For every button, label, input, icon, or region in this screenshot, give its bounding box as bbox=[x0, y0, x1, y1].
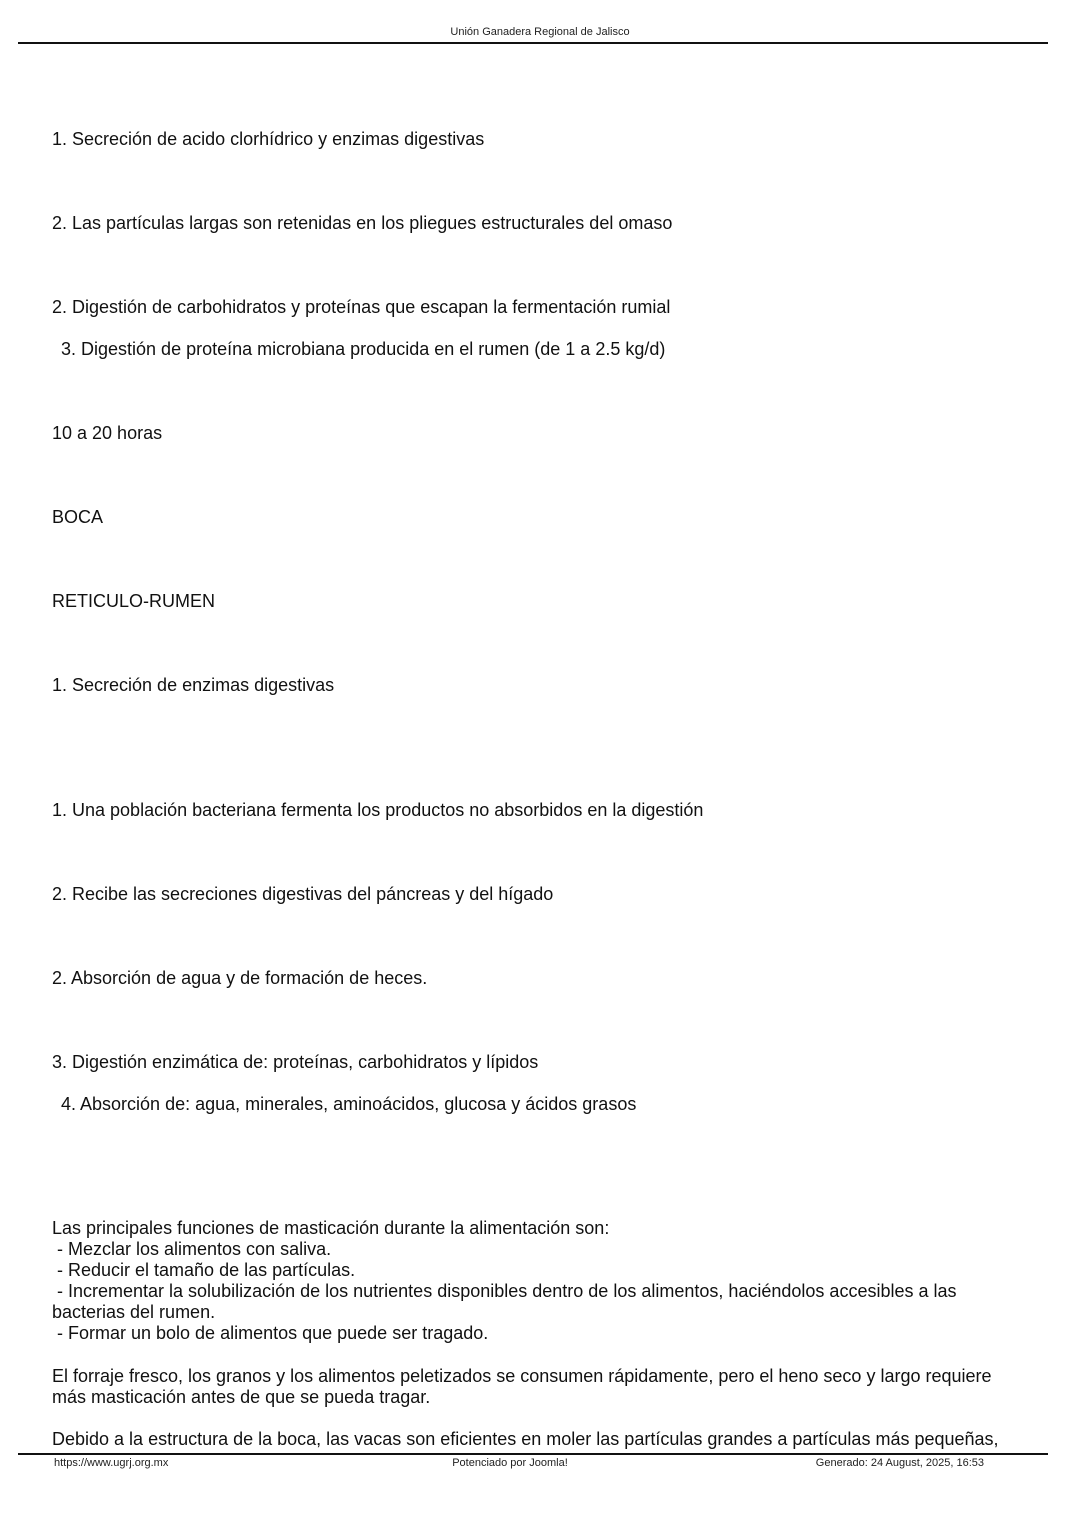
mastication-functions bbox=[52, 1218, 1027, 1344]
list-item: 1. Secreción de enzimas digestivas bbox=[52, 675, 335, 695]
list-item: 1. Secreción de acido clorhídrico y enzimas digestivas bbox=[52, 129, 485, 149]
footer-divider bbox=[18, 1453, 1048, 1455]
list-item: 4. Absorción de: agua, minerales, aminoácidos, glucosa y ácidos grasos bbox=[61, 1094, 637, 1114]
list-item: 2. Las partículas largas son retenidas en los pliegues estructurales del omaso bbox=[52, 213, 673, 233]
bullet-item: - Formar un bolo de alimentos que puede ser tragado. bbox=[52, 1323, 489, 1343]
paragraph-line: El forraje fresco, los granos y los alimentos peletizados se consumen rápidamente, pero el heno seco y largo requiere bbox=[52, 1366, 992, 1386]
footer-generated-date: Generado: 24 August, 2025, 16:53 bbox=[815, 1457, 984, 1469]
bullet-item-continuation: bacterias del rumen. bbox=[52, 1302, 216, 1322]
forage-paragraph bbox=[52, 1366, 1027, 1408]
list-item: 10 a 20 horas bbox=[52, 423, 163, 443]
list-item: BOCA bbox=[52, 507, 104, 527]
footer-url: https://www.ugrj.org.mx bbox=[54, 1457, 169, 1469]
footer-powered-by: Potenciado por Joomla! bbox=[452, 1457, 568, 1469]
page-header-title: Unión Ganadera Regional de Jalisco bbox=[450, 26, 630, 38]
list-item: 2. Digestión de carbohidratos y proteínas que escapan la fermentación rumial bbox=[52, 297, 671, 317]
bullet-item: - Mezclar los alimentos con saliva. bbox=[52, 1239, 332, 1259]
bullet-item: - Reducir el tamaño de las partículas. bbox=[52, 1260, 356, 1280]
intro-text: Las principales funciones de masticación durante la alimentación son: bbox=[52, 1218, 610, 1238]
list-item: 3. Digestión de proteína microbiana producida en el rumen (de 1 a 2.5 kg/d) bbox=[61, 339, 666, 359]
paragraph-line: Debido a la estructura de la boca, las vacas son eficientes en moler las partículas grandes a partículas más pequeñas, bbox=[52, 1429, 999, 1449]
mouth-structure-paragraph bbox=[52, 1429, 1027, 1450]
list-item: 2. Absorción de agua y de formación de heces. bbox=[52, 968, 428, 988]
bullet-item: - Incrementar la solubilización de los nutrientes disponibles dentro de los alimentos, haciéndolos accesibles a las bbox=[52, 1281, 957, 1301]
list-item: RETICULO-RUMEN bbox=[52, 591, 216, 611]
list-item: 1. Una población bacteriana fermenta los productos no absorbidos en la digestión bbox=[52, 800, 704, 820]
header-divider bbox=[18, 42, 1048, 44]
list-item: 2. Recibe las secreciones digestivas del páncreas y del hígado bbox=[52, 884, 554, 904]
paragraph-line: más masticación antes de que se pueda tragar. bbox=[52, 1387, 431, 1407]
list-item: 3. Digestión enzimática de: proteínas, carbohidratos y lípidos bbox=[52, 1052, 539, 1072]
